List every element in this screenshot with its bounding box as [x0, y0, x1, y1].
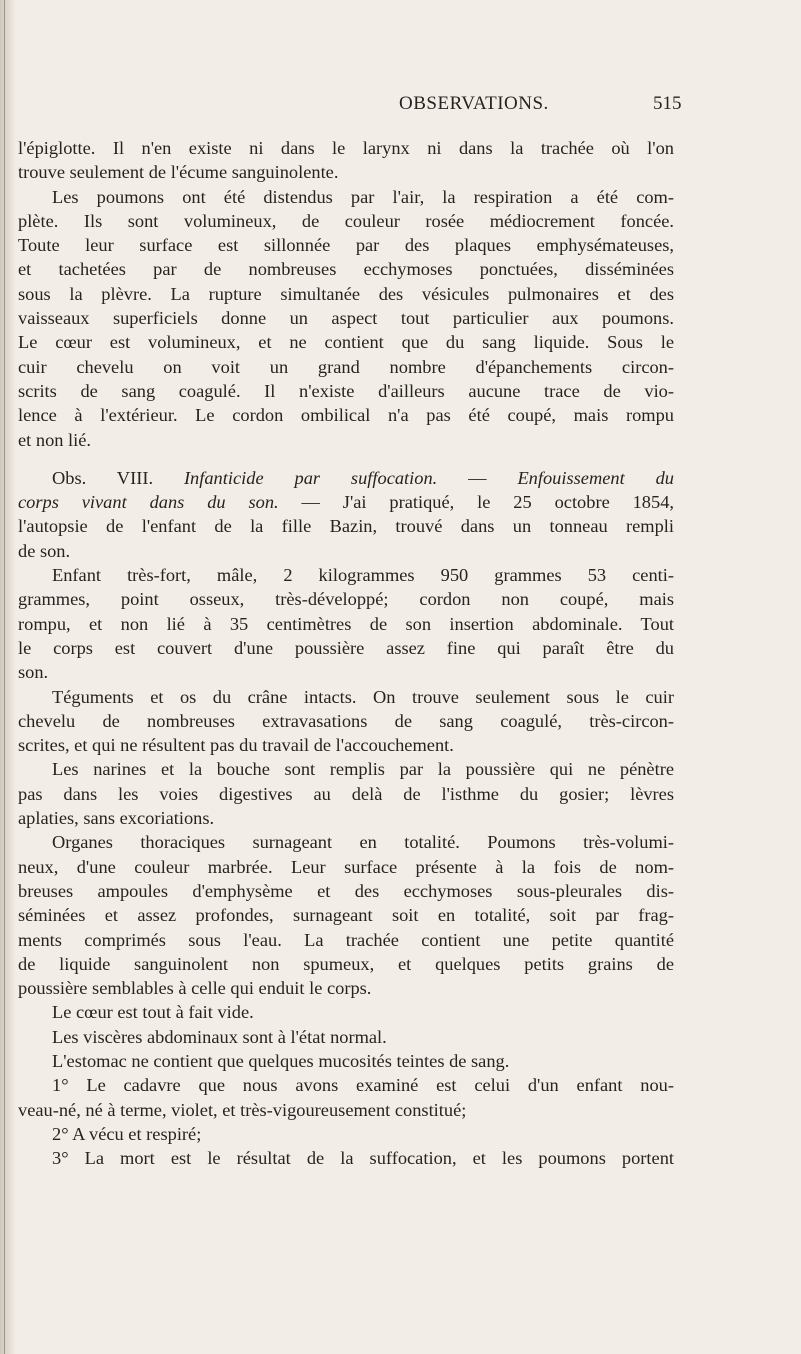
text-line: plète. Ils sont volumineux, de couleur rosée médiocrement foncée.: [18, 210, 674, 231]
paragraph-gap: [18, 452, 674, 466]
page-header: [0, 93, 801, 123]
text-line: son.: [18, 662, 49, 683]
observation-heading-line: [18, 466, 674, 490]
text-line: et non lié.: [18, 429, 92, 450]
text-line: lence à l'extérieur. Le cordon ombilical n'a pas été coupé, mais rompu: [18, 405, 674, 426]
text-line: chevelu de nombreuses extravasations de sang coagulé, très-circon-: [18, 710, 674, 731]
binding-gutter: [0, 0, 16, 1354]
text-line: ments comprimés sous l'eau. La trachée contient une petite quantité: [18, 929, 674, 950]
text-line: scrites, et qui ne résultent pas du travail de l'accouchement.: [18, 735, 454, 756]
text-line: pas dans les voies digestives au delà de l'isthme du gosier; lèvres: [18, 783, 674, 804]
text-line: trouve seulement de l'écume sanguinolente.: [18, 162, 339, 183]
text-line: breuses ampoules d'emphysème et des ecchymoses sous-pleurales dis-: [18, 880, 674, 901]
text-line: Organes thoraciques surnageant en totalité. Poumons très-volumi-: [52, 832, 674, 853]
body-text: [18, 136, 674, 1170]
text-line: de liquide sanguinolent non spumeux, et quelques petits grains de: [18, 953, 674, 974]
text-line: poussière semblables à celle qui enduit le corps.: [18, 978, 372, 999]
text-line: Les viscères abdominaux sont à l'état normal.: [52, 1026, 387, 1047]
text-line: Les poumons ont été distendus par l'air, la respiration a été com-: [52, 186, 674, 207]
text-line: corps vivant dans du son. — J'ai pratiqué, le 25 octobre 1854,: [18, 492, 674, 513]
text-line: sous la plèvre. La rupture simultanée des vésicules pulmonaires et des: [18, 283, 674, 304]
text-line: Téguments et os du crâne intacts. On trouve seulement sous le cuir: [52, 686, 674, 707]
text-line: vaisseaux superficiels donne un aspect tout particulier aux poumons.: [18, 308, 674, 329]
text-line: 3° La mort est le résultat de la suffocation, et les poumons portent: [52, 1148, 674, 1169]
text-line: Le cœur est volumineux, et ne contient que du sang liquide. Sous le: [18, 332, 674, 353]
text-line: grammes, point osseux, très-développé; cordon non coupé, mais: [18, 589, 674, 610]
text-line: Enfant très-fort, mâle, 2 kilogrammes 950 grammes 53 centi-: [52, 565, 674, 586]
text-line: veau-né, né à terme, violet, et très-vigoureusement constitué;: [18, 1099, 467, 1120]
text-line: 1° Le cadavre que nous avons examiné est celui d'un enfant nou-: [52, 1075, 674, 1096]
text-line: de son.: [18, 540, 71, 561]
text-line: le corps est couvert d'une poussière assez fine qui paraît être du: [18, 637, 674, 658]
page-number: 515: [653, 93, 682, 114]
text-line: cuir chevelu on voit un grand nombre d'épanchements circon-: [18, 356, 674, 377]
text-line: Les narines et la bouche sont remplis par la poussière qui ne pénètre: [52, 759, 674, 780]
text-line: L'estomac ne contient que quelques mucosités teintes de sang.: [52, 1050, 510, 1071]
text-line: l'épiglotte. Il n'en existe ni dans le larynx ni dans la trachée où l'on: [18, 138, 674, 158]
gutter-edge-line: [4, 0, 5, 1354]
observation-heading: Obs. VIII. Infanticide par suffocation. — Enfouissement du: [52, 467, 674, 488]
text-line: aplaties, sans excoriations.: [18, 808, 215, 829]
text-line: l'autopsie de l'enfant de la fille Bazin, trouvé dans un tonneau rempli: [18, 516, 674, 537]
text-line: Toute leur surface est sillonnée par des plaques emphysémateuses,: [18, 235, 674, 256]
text-line: séminées et assez profondes, surnageant soit en totalité, soit par frag-: [18, 905, 674, 926]
text-line: et tachetées par de nombreuses ecchymoses ponctuées, disséminées: [18, 259, 674, 280]
text-line: neux, d'une couleur marbrée. Leur surface présente à la fois de nom-: [18, 856, 674, 877]
text-line: Le cœur est tout à fait vide.: [52, 1002, 254, 1023]
text-line: 2° A vécu et respiré;: [52, 1123, 202, 1144]
running-head: OBSERVATIONS.: [399, 93, 549, 114]
text-line: scrits de sang coagulé. Il n'existe d'ailleurs aucune trace de vio-: [18, 380, 674, 401]
text-line: rompu, et non lié à 35 centimètres de son insertion abdominale. Tout: [18, 613, 674, 634]
